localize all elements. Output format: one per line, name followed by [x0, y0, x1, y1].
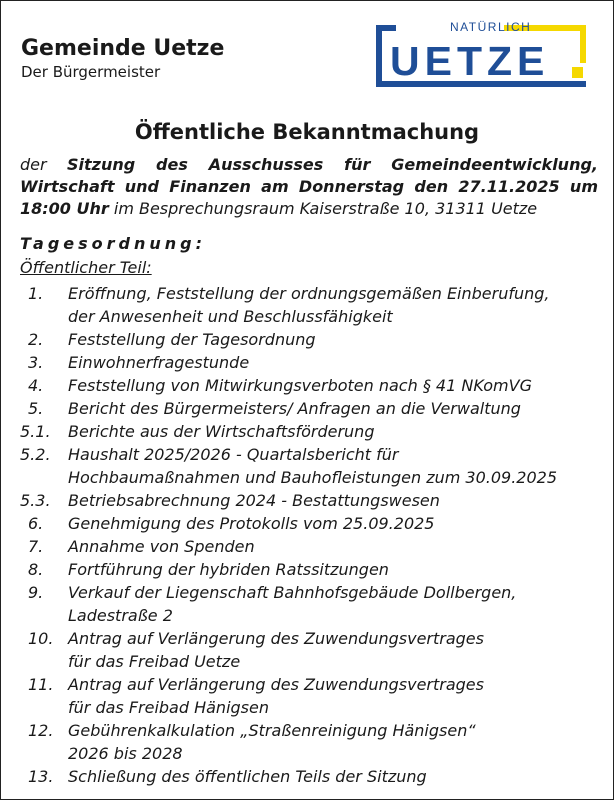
agenda-item-number: 5.1. — [20, 422, 51, 441]
agenda-item-text — [68, 535, 600, 558]
agenda-item-number: 7. — [28, 537, 44, 556]
agenda-item-line: für das Freibad Uetze — [68, 652, 241, 671]
agenda-item-number: 8. — [28, 560, 44, 579]
agenda-item-text — [68, 719, 600, 765]
agenda-item — [20, 535, 600, 558]
agenda-item-number: 10. — [28, 629, 54, 648]
agenda-item-text — [68, 489, 600, 512]
uetze-logo — [372, 19, 590, 95]
agenda-item — [20, 397, 600, 420]
agenda-item-number: 13. — [28, 767, 54, 786]
agenda-item — [20, 420, 600, 443]
agenda-item-line: Gebührenkalkulation „Straßenreinigung Hänigsen“ — [68, 721, 476, 740]
agenda-item — [20, 558, 600, 581]
agenda-item-line: Hochbaumaßnahmen und Bauhofleistungen zum 30.09.2025 — [68, 468, 558, 487]
agenda-item-line: Eröffnung, Feststellung der ordnungsgemäßen Einberufung, — [68, 284, 550, 303]
agenda-item — [20, 719, 600, 765]
agenda-item-number: 6. — [28, 514, 44, 533]
intro-part-3: im Besprechungsraum Kaiserstraße 10, 31311 Uetze — [108, 199, 538, 218]
agenda-item — [20, 282, 600, 328]
intro-part-1: der — [20, 155, 67, 174]
agenda-item-line: Fortführung der hybriden Ratssitzungen — [68, 560, 389, 579]
agenda-item — [20, 443, 600, 489]
agenda-item — [20, 328, 600, 351]
agenda-item — [20, 512, 600, 535]
agenda-item-text — [68, 765, 600, 788]
agenda-item-line: Feststellung der Tagesordnung — [68, 330, 316, 349]
agenda-item-number: 2. — [28, 330, 44, 349]
agenda-item-text — [68, 374, 600, 397]
agenda-item — [20, 489, 600, 512]
agenda-item-number: 5. — [28, 399, 44, 418]
agenda-item-text — [68, 512, 600, 535]
header — [21, 36, 224, 82]
agenda-item-text — [68, 443, 600, 489]
agenda-item-number: 3. — [28, 353, 44, 372]
intro-part-2: Sitzung des Ausschusses für Gemeindeentwicklung, Wirtschaft und Finanzen am Donnerstag den 27.11.2025 um 18:00 Uhr — [20, 155, 598, 218]
agenda-item-text — [68, 351, 600, 374]
logo-wordmark: UETZE — [390, 38, 550, 84]
agenda-item-text — [68, 397, 600, 420]
agenda-item-text — [68, 673, 600, 719]
agenda-item-line: Bericht des Bürgermeisters/ Anfragen an die Verwaltung — [68, 399, 521, 418]
agenda-item-line: Berichte aus der Wirtschaftsförderung — [68, 422, 375, 441]
agenda-item-text — [68, 627, 600, 673]
agenda-label: Tagesordnung: — [20, 234, 206, 253]
agenda-item-text — [68, 581, 600, 627]
agenda-item-number: 11. — [28, 675, 54, 694]
org-subtitle: Der Bürgermeister — [21, 63, 161, 81]
agenda-item-line: Betriebsabrechnung 2024 - Bestattungswesen — [68, 491, 440, 510]
agenda-item-text — [68, 328, 600, 351]
agenda-item-line: Antrag auf Verlängerung des Zuwendungsvertrages — [68, 675, 484, 694]
agenda-item — [20, 673, 600, 719]
agenda-item-line: für das Freibad Hänigsen — [68, 698, 269, 717]
agenda-item — [20, 627, 600, 673]
agenda-item-number: 5.3. — [20, 491, 51, 510]
agenda-item-line: Schließung des öffentlichen Teils der Sitzung — [68, 767, 427, 786]
agenda-item-line: der Anwesenheit und Beschlussfähigkeit — [68, 307, 393, 326]
agenda-item — [20, 351, 600, 374]
agenda-item-text — [68, 282, 600, 328]
logo-yellow-dot — [572, 67, 583, 78]
agenda-item-number: 5.2. — [20, 445, 51, 464]
agenda-item — [20, 581, 600, 627]
agenda-item-line: Einwohnerfragestunde — [68, 353, 250, 372]
agenda-item-text — [68, 558, 600, 581]
agenda-item-number: 9. — [28, 583, 44, 602]
agenda-item-number: 12. — [28, 721, 54, 740]
agenda-item-line: Genehmigung des Protokolls vom 25.09.2025 — [68, 514, 435, 533]
agenda-item-line: Ladestraße 2 — [68, 606, 173, 625]
agenda-item-line: Verkauf der Liegenschaft Bahnhofsgebäude Dollbergen, — [68, 583, 517, 602]
agenda-item-line: Annahme von Spenden — [68, 537, 255, 556]
agenda-item-text — [68, 420, 600, 443]
org-name: Gemeinde Uetze — [21, 36, 225, 61]
agenda-item-line: Feststellung von Mitwirkungsverboten nach § 41 NKomVG — [68, 376, 532, 395]
agenda-item-line: 2026 bis 2028 — [68, 744, 183, 763]
agenda-item — [20, 765, 600, 788]
page-title: Öffentliche Bekanntmachung — [134, 120, 480, 144]
section-label: Öffentlicher Teil: — [20, 258, 152, 277]
agenda-item-line: Antrag auf Verlängerung des Zuwendungsvertrages — [68, 629, 484, 648]
intro-text — [20, 154, 598, 220]
agenda-list — [20, 282, 600, 788]
agenda-item-number: 1. — [28, 284, 44, 303]
agenda-item — [20, 374, 600, 397]
agenda-item-line: Haushalt 2025/2026 - Quartalsbericht für — [68, 445, 399, 464]
logo-tagline: NATÜRLICH — [450, 20, 532, 34]
agenda-item-number: 4. — [28, 376, 44, 395]
